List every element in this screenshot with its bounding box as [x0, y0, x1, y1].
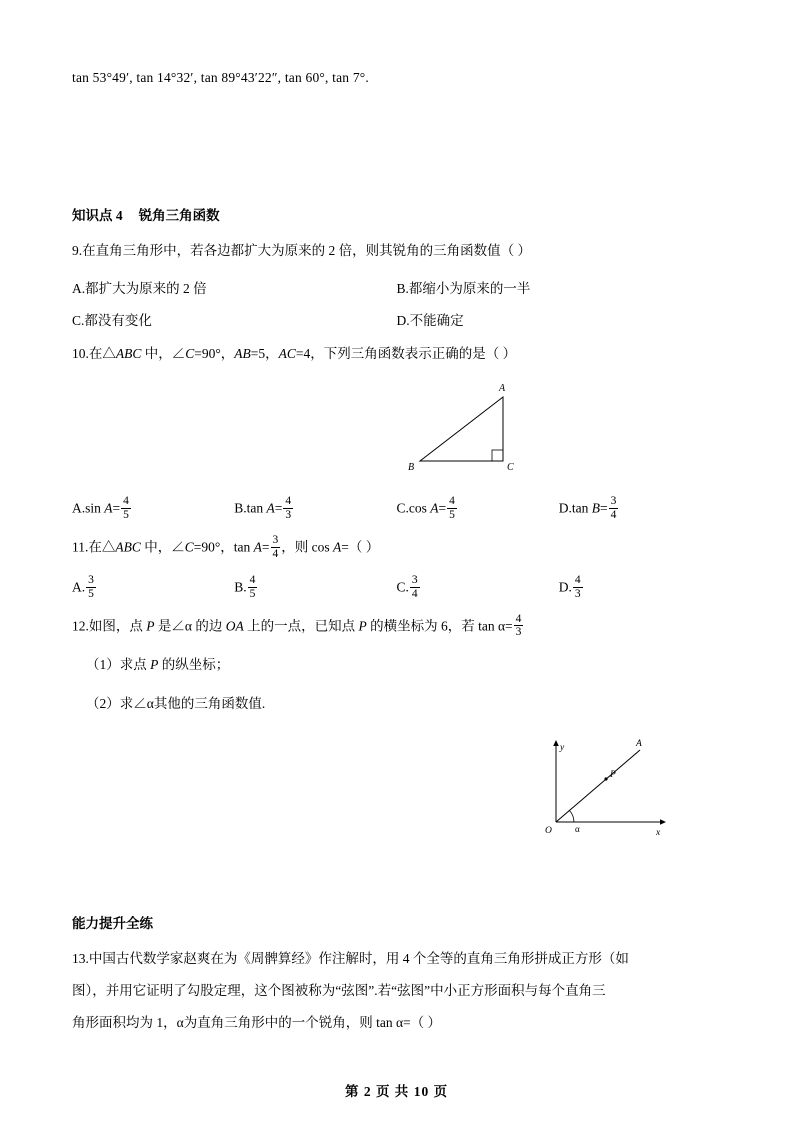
question-13-line-2: 图），并用它证明了勾股定理，这个图被称为“弦图”.若“弦图”中小正方形面积与每个直角三 [72, 982, 606, 998]
option-d-fraction: $\frac{3}{4}$ [610, 495, 617, 522]
option-a-eq: = [112, 500, 121, 516]
footer-prefix: 第 [344, 1084, 360, 1099]
option-a [72, 574, 234, 601]
q12-text-1: 12.如图，点 [72, 618, 147, 634]
q12-p2: P [358, 618, 367, 634]
footer-page-number: 2 [363, 1084, 372, 1099]
option-c-prefix: C. [396, 579, 409, 595]
option-d-fraction: $\frac{4}{3}$ [574, 573, 581, 600]
q12-text-4: 的横坐标为 6，若 tan α= [366, 618, 513, 634]
option-c [397, 574, 559, 601]
option-c-fraction: $\frac{4}{5}$ [449, 495, 455, 522]
q13-alpha: α [395, 1015, 404, 1031]
option-b-var: A [266, 500, 275, 516]
knowledge-point-label: 知识点 4 [72, 208, 123, 223]
right-triangle-diagram [348, 379, 548, 491]
q11-text-4: ，则 cos [281, 539, 334, 555]
axis-label-y: y [560, 742, 565, 753]
q10-c: C [185, 345, 195, 361]
q12-text-2: 是∠α 的边 [154, 618, 226, 634]
option-d-prefix: D.tan [558, 500, 592, 516]
q10-text-2: 中，∠ [141, 345, 186, 361]
option-d [559, 495, 721, 522]
q11-var: A [253, 539, 262, 555]
label-alpha: α [575, 823, 580, 834]
option-d-eq: = [600, 500, 608, 516]
q10-text-1: 10.在△ [72, 345, 116, 361]
option-b-prefix: B.tan [234, 500, 267, 516]
axis-label-x: x [656, 827, 661, 838]
q11-fraction: $\frac{3}{4}$ [272, 534, 279, 560]
option-a [72, 495, 234, 522]
q12-part1-text-1: （1）求点 [86, 657, 151, 673]
footer-total-pages: 10 [413, 1084, 430, 1099]
option-c-var: A [430, 500, 439, 516]
question-11-options [72, 574, 721, 601]
question-10-stem [72, 341, 721, 367]
option-b-prefix: B. [234, 579, 247, 595]
option-c [397, 495, 559, 522]
option-d [559, 574, 721, 601]
vertical-space-2 [72, 838, 721, 912]
knowledge-point-title: 锐角三角函数 [138, 208, 220, 223]
q10-text-5: =4，下列三角函数表示正确的是（ ） [295, 345, 517, 361]
question-10-options [72, 495, 721, 522]
question-10-figure [72, 379, 721, 491]
option-a-var: A [104, 500, 113, 516]
section-2-heading: 能力提升全练 [72, 915, 153, 931]
q12-p: P [146, 618, 155, 634]
option-d-var: B [591, 500, 600, 516]
q11-c: C [184, 539, 194, 555]
label-p: P [610, 769, 616, 780]
q12-text-3: 上的一点，已知点 [243, 618, 359, 634]
q12-part1-text-2: 的纵坐标； [158, 657, 230, 673]
q10-ac: AC [278, 345, 296, 361]
option-b [234, 574, 396, 601]
option-c: C.都没有变化 [72, 312, 152, 328]
q11-abc: ABC [115, 539, 141, 555]
option-b [234, 495, 396, 522]
footer-suffix: 页 [433, 1084, 449, 1099]
question-12-part-1 [72, 652, 721, 678]
option-b-fraction: $\frac{4}{5}$ [249, 573, 256, 600]
q12-oa: OA [225, 618, 244, 634]
q11-text-2: 中，∠ [140, 539, 185, 555]
option-d-prefix: D. [558, 579, 572, 595]
q12-fraction: $\frac{4}{3}$ [515, 612, 522, 639]
top-continued-line: tan 53°49′, tan 14°32′, tan 89°43′22″, tan 60°, tan 7°. [72, 70, 369, 85]
q10-text-4: =5， [250, 345, 279, 361]
option-b-fraction: $\frac{4}{3}$ [285, 495, 292, 522]
footer-middle: 页 共 [375, 1084, 410, 1099]
q10-text-3: =90°， [194, 345, 235, 361]
q10-abc: ABC [115, 345, 142, 361]
knowledge-point-heading [72, 204, 721, 224]
question-9-stem: 9.在直角三角形中，若各边都扩大为原来的 2 倍，则其锐角的三角函数值（ ） [72, 243, 531, 258]
question-12-figure [72, 730, 721, 838]
q11-text-3: =90°，tan [193, 539, 254, 555]
option-a: A.都扩大为原来的 2 倍 [72, 280, 207, 296]
option-a-fraction: $\frac{3}{5}$ [88, 573, 94, 600]
q10-ab: AB [234, 345, 251, 361]
label-a: A [636, 738, 642, 749]
question-12-stem [72, 613, 721, 640]
option-c-prefix: C.cos [396, 500, 431, 516]
q12-part1-p: P [150, 657, 159, 673]
option-a-fraction: $\frac{4}{5}$ [123, 495, 129, 522]
label-a: A [499, 383, 506, 395]
option-a-prefix: A.sin [72, 500, 105, 516]
q11-text-1: 11.在△ [72, 539, 116, 555]
q13-text-2: =（ ） [403, 1015, 442, 1031]
option-b-eq: = [274, 500, 283, 516]
question-11-stem [72, 534, 721, 561]
q11-var2: A [333, 539, 342, 555]
question-12-part-2: （2）求∠α其他的三角函数值. [86, 695, 266, 711]
label-c: C [507, 462, 514, 474]
q11-text-5: =（ ） [341, 539, 380, 555]
vertical-space [72, 86, 721, 204]
question-13-line-3 [72, 1010, 721, 1036]
q11-eq: = [261, 539, 270, 555]
option-c-fraction: $\frac{3}{4}$ [411, 573, 418, 600]
q13-text-1: 角形面积均为 1，α为直角三角形中的一个锐角，则 tan [72, 1015, 396, 1031]
option-d: D.不能确定 [396, 312, 464, 328]
option-c-eq: = [438, 500, 447, 516]
label-b: B [408, 462, 415, 474]
question-9-options-row-2 [72, 309, 721, 329]
page-footer [0, 1080, 793, 1100]
coordinate-axes-diagram [512, 736, 692, 840]
option-a-prefix: A. [72, 579, 86, 595]
label-origin: O [545, 825, 552, 836]
question-13-line-1: 13.中国古代数学家赵爽在为《周髀算经》作注解时，用 4 个全等的直角三角形拼成正方形（如 [72, 950, 629, 966]
option-b: B.都缩小为原来的一半 [396, 280, 531, 296]
question-9-options-row-1 [72, 277, 721, 297]
